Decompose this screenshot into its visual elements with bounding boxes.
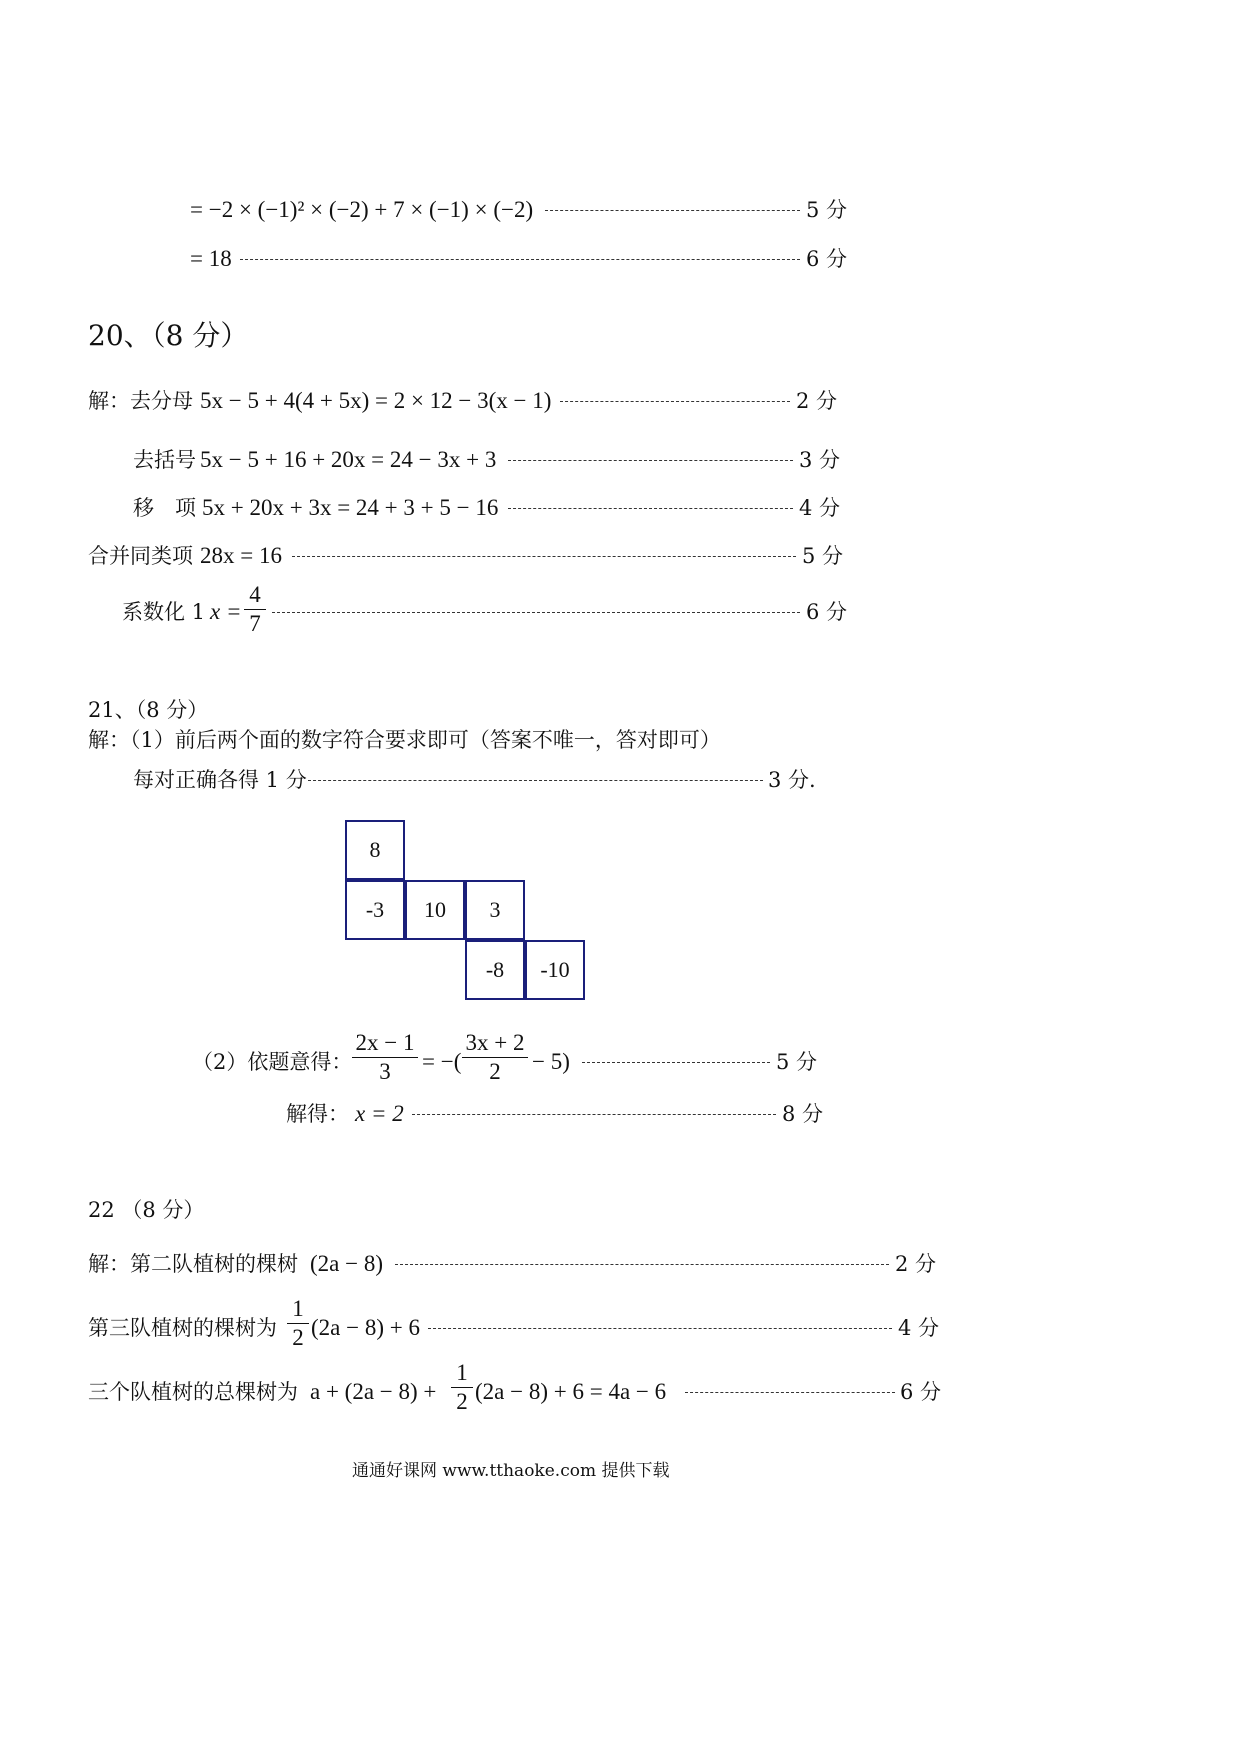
q22-step3-math-a: a + (2a − 8) + [310, 1379, 437, 1404]
q20-step4-math: 28x = 16 [200, 543, 282, 568]
q20-step1-math: 5x − 5 + 4(4 + 5x) = 2 × 12 − 3(x − 1) [200, 388, 552, 413]
cube-face: -10 [525, 940, 585, 1000]
fraction-bar [244, 609, 266, 610]
fraction-numerator: 1 [456, 1360, 468, 1385]
q21-part1-score: 3 分. [768, 768, 816, 792]
q20-step2-label: 去括号 [133, 448, 196, 472]
q21-part3-score: 8 分 [782, 1102, 824, 1126]
q21-part2-tail: − 5) [532, 1049, 570, 1074]
q21-part2-equals: = −( [422, 1049, 462, 1074]
download-footer: 通通好课网 www.tthaoke.com 提供下载 [352, 1461, 670, 1481]
q21-part2-score: 5 分 [776, 1050, 818, 1074]
score-leader [428, 1328, 892, 1329]
q20-step5-fraction [244, 582, 266, 637]
q22-heading: 22 （8 分） [88, 1198, 205, 1222]
fraction-denominator: 2 [489, 1059, 501, 1084]
q22-step1-math: (2a − 8) [310, 1251, 383, 1276]
q21-part3-label: 解得： [286, 1102, 349, 1126]
q21-part2-label: （2）依题意得： [192, 1050, 353, 1074]
q19-step6-math: = 18 [190, 246, 232, 271]
q20-step1-label: 解：去分母 [88, 389, 193, 413]
score-leader [240, 259, 800, 260]
q19-step5-math: = −2 × (−1)² × (−2) + 7 × (−1) × (−2) [190, 197, 534, 222]
cube-face: -3 [345, 880, 405, 940]
q21-part1-note: 每对正确各得 1 分 [133, 768, 307, 792]
q20-step5-score: 6 分 [806, 600, 848, 624]
score-leader [508, 460, 793, 461]
q22-step3-math-b: (2a − 8) + 6 = 4a − 6 [475, 1379, 667, 1404]
q22-step2-label: 第三队植树的棵树为 [88, 1316, 277, 1340]
q22-step3-label: 三个队植树的总棵树为 [88, 1380, 298, 1404]
cube-face: 10 [405, 880, 465, 940]
q22-step2-math: (2a − 8) + 6 [311, 1315, 420, 1340]
q21-part2-right-fraction [462, 1030, 528, 1085]
q20-step2-score: 3 分 [799, 448, 841, 472]
cube-net [345, 820, 595, 1010]
score-leader [292, 556, 796, 557]
score-leader [545, 210, 800, 211]
fraction-denominator: 7 [249, 611, 261, 636]
fraction-denominator: 2 [292, 1325, 304, 1350]
q21-heading: 21、（8 分） [88, 698, 209, 722]
fraction-numerator: 4 [249, 582, 261, 607]
q20-step3-label: 移 项 [133, 496, 196, 520]
fraction-denominator: 2 [456, 1389, 468, 1414]
q20-step3-score: 4 分 [799, 496, 841, 520]
cube-face: 8 [345, 820, 405, 880]
fraction-bar [287, 1323, 309, 1324]
score-leader [508, 508, 793, 509]
q22-step1-label: 解：第二队植树的棵树 [88, 1252, 298, 1276]
q20-step1-score: 2 分 [796, 389, 838, 413]
q21-part3-math: x = 2 [355, 1101, 404, 1126]
q19-step5-score: 5 分 [806, 198, 848, 222]
cube-face: -8 [465, 940, 525, 1000]
fraction-numerator: 2x − 1 [355, 1030, 415, 1055]
q20-step5-lhs: x = [210, 599, 242, 624]
score-leader [272, 612, 800, 613]
q20-step3-math: 5x + 20x + 3x = 24 + 3 + 5 − 16 [202, 495, 499, 520]
q21-part2-left-fraction [352, 1030, 418, 1085]
score-leader [395, 1264, 889, 1265]
fraction-bar [462, 1057, 528, 1058]
q22-step3-score: 6 分 [900, 1380, 942, 1404]
q19-step6-score: 6 分 [806, 247, 848, 271]
q20-step5-label: 系数化 1 [122, 600, 206, 624]
score-leader [685, 1392, 895, 1393]
q22-step2-score: 4 分 [898, 1316, 940, 1340]
q20-step2-math: 5x − 5 + 16 + 20x = 24 − 3x + 3 [200, 447, 497, 472]
score-leader [412, 1114, 776, 1115]
fraction-numerator: 3x + 2 [465, 1030, 525, 1055]
fraction-denominator: 3 [379, 1059, 391, 1084]
q20-step4-score: 5 分 [802, 544, 844, 568]
q22-step2-fraction [287, 1296, 309, 1351]
fraction-bar [352, 1057, 418, 1058]
q20-step4-label: 合并同类项 [88, 544, 193, 568]
fraction-numerator: 1 [292, 1296, 304, 1321]
score-leader [582, 1062, 770, 1063]
fraction-bar [451, 1387, 473, 1388]
score-leader [308, 780, 763, 781]
q22-step3-fraction [451, 1360, 473, 1415]
score-leader [560, 401, 790, 402]
cube-face: 3 [465, 880, 525, 940]
q20-heading: 20、（8 分） [88, 319, 249, 352]
q21-part1-text: 解：（1）前后两个面的数字符合要求即可（答案不唯一，答对即可） [88, 728, 721, 752]
q22-step1-score: 2 分 [895, 1252, 937, 1276]
